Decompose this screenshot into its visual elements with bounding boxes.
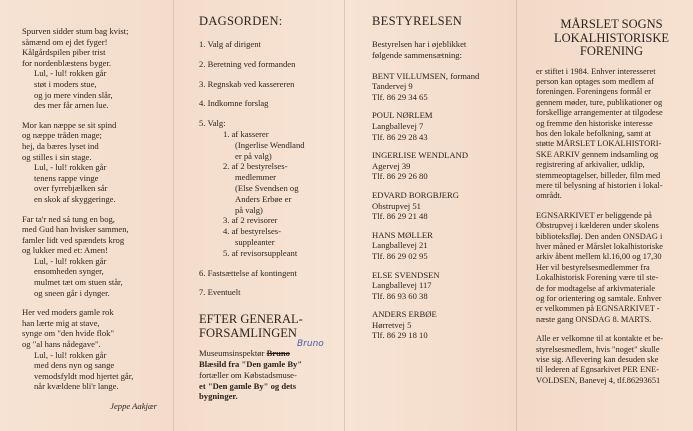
agenda-subitem: på valg) (235, 204, 263, 215)
member-name: HANS MØLLER (372, 229, 433, 240)
poem-line: Kålgårdspilen piber trist (22, 47, 106, 58)
paragraph-line: registrering af arkivalier, udklip, (536, 160, 645, 170)
paragraph-line: forskellige arrangementer at tilgodese (536, 108, 663, 118)
member-name: ELSE SVENDSEN (372, 269, 440, 280)
after-line: fortæller om Købstadsmuse- (199, 369, 297, 380)
poem-line: ensomheden synger, (34, 266, 104, 277)
agenda-list (199, 39, 338, 298)
board-title: BESTYRELSEN (372, 14, 463, 28)
paragraph-line: SKE ARKIV gennem indsamling og (536, 149, 659, 159)
agenda-election-sublist (199, 129, 338, 259)
handwritten-correction: Bruno (297, 339, 324, 350)
member-phone: Tlf. 86 29 34 65 (372, 91, 428, 102)
paragraph-line: er stiftet i 1984. Enhver interesseret (536, 66, 656, 76)
poem-line: Spurven sidder stum bag kvist; (22, 26, 129, 36)
poem-stanza (22, 307, 167, 392)
member-phone: Tlf. 86 29 02 95 (372, 250, 428, 261)
paragraph-line: EGNSARKIVET er beliggende på (536, 210, 652, 220)
poem-stanza (22, 26, 167, 111)
society-title (536, 18, 687, 59)
agenda-item: 1. Valg af dirigent (199, 39, 261, 49)
member-name: EDVARD BORGBJERG (372, 189, 459, 200)
paragraph-line: vise sig. Aflevering kan desuden ske (536, 355, 659, 365)
board-intro (372, 39, 510, 61)
agenda-subitem: Anders Erbøe er (235, 193, 292, 204)
after-line-text: Blæsild fra "Den gamle By" (199, 358, 303, 369)
poem-line: hej, da bæres lyset ind (22, 140, 99, 151)
board-member (372, 270, 510, 302)
member-phone: Tlf. 86 93 60 38 (372, 290, 428, 301)
agenda-subitem: 4. af bestyrelses- (223, 226, 281, 237)
agenda-column (173, 0, 344, 431)
poem-line: over fyrrebjælken sår (34, 183, 108, 194)
agenda-subitem: medlemmer (235, 172, 277, 183)
after-line (199, 339, 338, 359)
paragraph-line: områdt. (536, 191, 562, 201)
paragraph-line: og fremme den historiske interesse (536, 118, 653, 128)
member-name: INGERLISE WENDLAND (372, 150, 469, 161)
board-member (372, 150, 510, 182)
after-line (199, 359, 338, 370)
poem (22, 26, 167, 392)
poem-line: Lul, - lul! rokken går (34, 349, 107, 360)
paragraph-line: til lederen af Egnsarkivet PER ENE- (536, 365, 660, 375)
paragraph-line: Obstrupvej i kælderen under skolens (536, 221, 659, 231)
board-member (372, 190, 510, 222)
paragraph-line: stemmeoptagelser, billeder, film med (536, 170, 661, 180)
poem-line: vemodsfyldt mod hjertet går, (34, 370, 134, 381)
paragraph-line: støtte MÅRSLET LOKALHISTORI- (536, 139, 662, 149)
poem-stanza (22, 120, 167, 205)
poem-line: mulmet tæt om stuen står, (34, 277, 123, 288)
member-address: Langballevej 7 (372, 120, 424, 131)
member-address: Langballevej 21 (372, 240, 428, 251)
agenda-item: 5. Valg: (199, 118, 226, 129)
society-title-line: FORENING (579, 44, 644, 58)
after-line-text: Museumsinspektør (199, 348, 265, 359)
poem-line: støt i moders stue, (34, 78, 97, 89)
poem-line: og "al hans nådegave". (22, 339, 101, 350)
poem-line: når kvældene bli'r lange. (34, 381, 119, 392)
poem-line: Lul, - lul! rokken går (34, 162, 107, 173)
member-name: POUL NØRLEM (372, 110, 433, 121)
agenda-subitem: 2. af 2 bestyrelses- (223, 161, 288, 172)
poem-line: des mer får arnen lue. (34, 100, 109, 111)
poem-line: synge om "den hvide flok" (22, 328, 114, 339)
archive-info (536, 211, 687, 325)
poem-line: og jo mere vinden slår, (34, 89, 113, 100)
poem-line: med Gud han hvisker sammen, (22, 224, 129, 235)
agenda-subitem: (Else Svendsen og (235, 182, 299, 193)
paragraph-line: og for orientering og samtale. Enhver (536, 294, 662, 304)
paragraph-line: Her vil bestyrelsesmedlemmer fra (536, 262, 650, 272)
paragraph-line: mere til belysning af historien i lokal- (536, 180, 663, 190)
poem-line: han lærte mig at stave, (22, 317, 100, 328)
poem-line: tenens rappe vinge (34, 172, 99, 183)
paragraph-line: arkiv åbent mellem kl.16,00 og 17,30 (536, 252, 662, 262)
poem-stanza (22, 214, 167, 299)
poem-line: såmænd om ej det fyger! (22, 36, 108, 47)
after-meeting-title-line: EFTER GENERAL- (199, 312, 303, 327)
board-member (372, 71, 510, 103)
paragraph-line: VOLDSEN, Banevej 4, tlf.86293651 (536, 375, 661, 385)
society-title-line: LOKALHISTORISKE (553, 30, 670, 45)
after-meeting-title (199, 312, 338, 340)
board-member (372, 309, 510, 341)
member-address: Obstrupvej 51 (372, 200, 421, 211)
agenda-item: 7. Eventuelt (199, 287, 241, 298)
society-title-line: MÅRSLET SOGNS (560, 17, 663, 31)
paragraph-line: gennem møder, ture, publikationer og (536, 97, 663, 107)
after-line (199, 391, 338, 402)
board-member-list (372, 71, 510, 341)
agenda-subitem: 3. af 2 revisorer (223, 215, 278, 226)
paragraph-line: person kan optages som medlem af (536, 76, 654, 86)
agenda-subitem: 1. af kasserer (223, 128, 269, 139)
board-intro-line: Bestyrelsen har i øjeblikket (372, 39, 467, 49)
after-line-text: bygninger. (199, 391, 238, 402)
agenda-item: 2. Beretning ved formanden (199, 58, 296, 69)
paragraph-line: næste gang ONSDAG 8. MARTS. (536, 314, 652, 324)
member-phone: Tlf. 86 29 26 80 (372, 171, 428, 182)
society-description (536, 67, 687, 202)
struck-name: Bruno (266, 348, 290, 359)
paragraph-line: Lokalhistorisk Forening være til ste- (536, 273, 659, 283)
poem-line: en skok af skyggeringe. (34, 193, 116, 204)
member-phone: Tlf. 86 29 28 43 (372, 131, 428, 142)
board-column (344, 0, 516, 431)
agenda-subitem: 5. af revisorsuppleant (223, 247, 298, 258)
member-address: Hørretvej 5 (372, 319, 412, 330)
poem-line: og næppe tråden mage; (22, 130, 102, 141)
after-meeting-title-line: FORSAMLINGEN (199, 326, 297, 341)
member-phone: Tlf. 86 29 21 48 (372, 211, 428, 222)
agenda-subitem: er på valg) (235, 150, 272, 161)
paragraph-line: de for modtagelse af arkivmateriale (536, 283, 656, 293)
poem-column (0, 0, 173, 431)
poem-line: Lul, - lul! rokken går (34, 68, 107, 79)
poem-line: og stilles i sin stage. (22, 151, 92, 162)
poem-line: famler lidt ved spændets krog (22, 234, 125, 245)
member-address: Langballevej 117 (372, 280, 432, 291)
agenda-item: 4. Indkomne forslag (199, 98, 269, 109)
paragraph-line: styrelsesmedlem, hvis "noget" skulle (536, 344, 660, 354)
member-name: ANDERS ERBØE (372, 309, 437, 320)
paragraph-line: hos den lokale befolkning, samt at (536, 128, 651, 138)
paragraph-line: biblioteksfløj. Den anden ONSDAG i (536, 231, 663, 241)
after-line-text: et "Den gamle By" og dets (199, 380, 297, 391)
paragraph-line: foreningen. Foreningens formål er (536, 87, 651, 97)
poem-line: Far ta'r ned sá tung en bog, (22, 213, 115, 224)
agenda-subitem: suppleanter (235, 236, 275, 247)
poem-line: Lul, - lul! rokken går (34, 255, 107, 266)
board-intro-line: følgende sammensætning: (372, 49, 462, 60)
board-member (372, 110, 510, 142)
member-name: BENT VILLUMSEN, formand (372, 70, 480, 81)
poem-line: og lukker med et: Amen! (22, 245, 108, 256)
poem-signature: Jeppe Aakjær (110, 401, 157, 411)
agenda-subitem: (Ingerlise Wendland (235, 139, 305, 150)
after-meeting-text (199, 339, 338, 402)
agenda-title: DAGSORDEN: (199, 14, 283, 28)
agenda-item: 3. Regnskab ved kassereren (199, 78, 295, 89)
poem-line: Her ved moders gamle rok (22, 307, 114, 318)
paragraph-line: er velkommen på EGNSARKIVET - (536, 304, 660, 314)
contact-info (536, 334, 687, 386)
society-column (516, 0, 693, 431)
after-line (199, 381, 338, 392)
agenda-item: 6. Fastsættelse af kontingent (199, 267, 297, 278)
member-phone: Tlf. 86 29 18 10 (372, 330, 428, 341)
poem-line: med dens nyn og sange (34, 360, 115, 371)
paragraph-line: Alle er velkomne til at kontakte et be- (536, 334, 664, 344)
member-address: Tandervej 9 (372, 81, 413, 92)
member-address: Agervej 39 (372, 160, 411, 171)
board-member (372, 230, 510, 262)
poem-line: og sneen går i dynger. (34, 287, 110, 298)
paragraph-line: hver måned er Mårslet lokalhistoriske (536, 242, 663, 251)
poem-line: Mor kan næppe se sit spind (22, 119, 117, 130)
poem-line: for nordenblæstens byger. (22, 57, 112, 68)
